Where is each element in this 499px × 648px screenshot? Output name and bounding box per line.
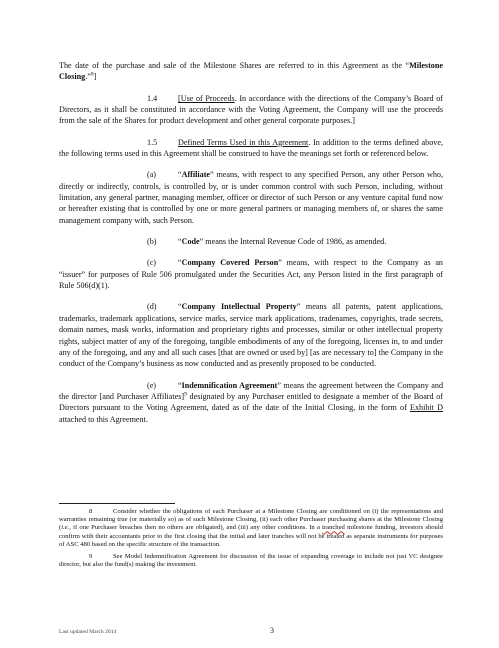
definition-indemnification-agreement: (e) “Indemnification Agreement” means the agreement between the Company and the director [and Purchaser Affiliates]$^9$ designated by any Purchaser entitled to designate a member of the Board of Directors pursuant to the Voting Agreement, dated as of the date of the Initial Closing, in the form of Exhibit D attached to this Agreement.	[59, 380, 444, 424]
footnote-9: 9 See Model Indemnification Agreement for discussion of the issue of expanding coverage to include not just VC designee director, but also the fund(s) making the investment.	[59, 553, 443, 569]
definition-company-covered-person: (c) “Company Covered Person” means, with respect to the Company as an “issuer” for purposes of Rule 506 promulgated under the Securities Act, any Person listed in the first paragraph of Rule 506(d)(1).	[59, 258, 443, 291]
paragraph-milestone-closing: The date of the purchase and sale of the Milestone Shares are referred to in this Agreement as the “Milestone Closing.”$^8$]	[59, 61, 443, 82]
section-1-5: 1.5 Defined Terms Used in this Agreement. In addition to the terms defined above, the following terms used in this Agreement shall be construed to have the meanings set forth or referenced below.	[59, 137, 443, 159]
term-milestone-closing: Milestone Closing	[59, 61, 443, 82]
section-number: 1.4	[147, 93, 158, 103]
section-number: 1.5	[147, 137, 158, 147]
definition-letter: (d)	[147, 302, 157, 312]
definition-letter: (a)	[147, 170, 157, 180]
definition-letter: (c)	[147, 258, 157, 268]
spellcheck-flagged-word: tranched	[322, 524, 345, 532]
section-heading: [Use of Proceeds	[178, 93, 235, 103]
page-number: 3	[270, 626, 274, 635]
defined-term: Company Covered Person	[181, 258, 279, 268]
footnote-number: 9	[89, 553, 93, 561]
definition-letter: (e)	[147, 380, 157, 390]
footnote-ref-9: 9	[184, 391, 187, 398]
definition-company-intellectual-property: (d) “Company Intellectual Property” means all patents, patent applications, trademarks, trademark applications, service marks, service mark applications, tradenames, copyrights, trade secrets, domain names, mask works, information and proprietary rights and processes, similar or other intellectual property rights, subject matter of any of the foregoing, tangible embodiments of any of the foregoing, licenses in, to and under any of the foregoing, and any and all such cases [that are owned or used by] [as are necessary to] the Company in the conduct of the Company’s business as now conducted and as presently proposed to be conducted.	[59, 302, 443, 369]
defined-term: Company Intellectual Property	[181, 302, 297, 312]
exhibit-reference: Exhibit D	[410, 403, 443, 413]
section-heading: Defined Terms Used in this Agreement	[178, 137, 309, 147]
footnote-ref-8: 8	[90, 71, 94, 78]
definition-code: (b) “Code” means the Internal Revenue Code of 1986, as amended.	[147, 237, 387, 247]
footnote-number: 8	[89, 508, 93, 515]
document-body	[59, 60, 443, 435]
footnote-8: 8 Consider whether the obligations of each Purchaser at a Milestone Closing are conditioned on (i) the representations and warranties remaining true (or materially so) as of such Milestone Closing, (ii) each other Purchaser purchasing shares at the Milestone Closing (i.e., if one Purchaser breaches then no others are obligated), and (iii) any other conditions. In a tranched milestone funding, investors should confirm with their accountants prior to the first closing that the initial and later tranches will not be treated as separate instruments for purposes of ASC 480 based on the specific structure of the transaction.	[59, 508, 443, 548]
defined-term: Indemnification Agreement	[181, 380, 278, 390]
footer-last-updated: Last updated March 2014	[59, 629, 117, 635]
section-1-4: 1.4 [Use of Proceeds. In accordance with the directions of the Company’s Board of Directors, as it shall be constituted in accordance with the Voting Agreement, the Company will use the proceeds from the sale of the Shares for product development and other general corporate purposes.]	[59, 93, 443, 126]
footnotes	[59, 508, 443, 573]
defined-term: Affiliate	[181, 170, 211, 180]
footnote-separator	[59, 503, 175, 504]
defined-term: Code	[181, 237, 200, 247]
definition-letter: (b)	[147, 237, 157, 247]
definition-affiliate: (a) “Affiliate” means, with respect to any specified Person, any other Person who, directly or indirectly, controls, is controlled by, or is under common control with such Person, including, without limitation, any general partner, managing member, officer or director of such Person or any venture capital fund now or hereafter existing that is controlled by one or more general partners or managing members of, or shares the same management company with, such Person.	[59, 170, 443, 225]
